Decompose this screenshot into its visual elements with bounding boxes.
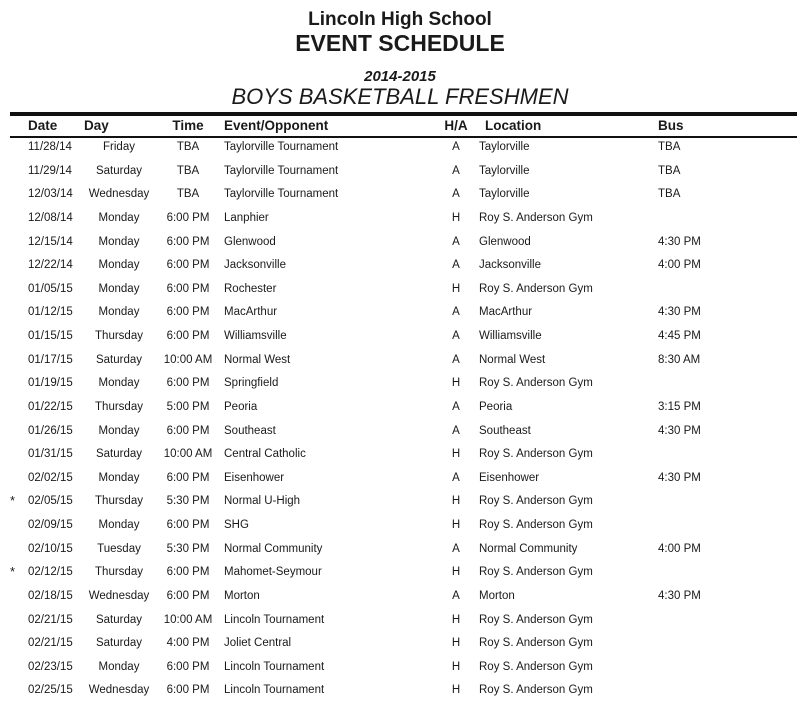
row-star-marker: * xyxy=(10,564,16,580)
cell-bus: TBA xyxy=(658,164,681,177)
cell-day: Thursday xyxy=(95,330,143,342)
school-name: Lincoln High School xyxy=(308,9,492,30)
cell-time: 6:00 PM xyxy=(166,684,210,697)
cell-date: 02/05/15 xyxy=(28,495,73,508)
cell-event-opponent: Taylorville Tournament xyxy=(224,164,339,177)
table-row xyxy=(0,539,800,563)
cell-bus: 4:45 PM xyxy=(658,330,701,342)
cell-bus xyxy=(650,445,800,469)
cell-day: Saturday xyxy=(95,613,143,626)
cell-bus: 4:30 PM xyxy=(658,235,701,248)
cell-date: 01/05/15 xyxy=(28,282,73,295)
cell-bus: 8:30 AM xyxy=(658,353,701,366)
cell-date: 01/19/15 xyxy=(28,377,73,390)
table-row xyxy=(0,327,800,351)
cell-home-away: A xyxy=(452,353,460,366)
cell-time: 6:00 PM xyxy=(166,259,210,272)
cell-event-opponent: Lincoln Tournament xyxy=(224,613,325,626)
cell-day: Monday xyxy=(98,282,140,295)
cell-time: 5:30 PM xyxy=(166,542,210,555)
cell-time: 5:30 PM xyxy=(166,495,210,508)
row-star-marker xyxy=(0,279,26,303)
table-row xyxy=(0,303,800,327)
cell-date: 02/09/15 xyxy=(28,519,73,531)
table-row xyxy=(0,610,800,634)
cell-event-opponent: Taylorville Tournament xyxy=(224,188,339,201)
cell-location: Roy S. Anderson Gym xyxy=(479,637,593,650)
table-row xyxy=(0,397,800,421)
cell-location: Roy S. Anderson Gym xyxy=(479,660,593,673)
cell-date: 12/03/14 xyxy=(28,188,73,201)
cell-day: Thursday xyxy=(95,566,143,579)
row-star-marker xyxy=(0,350,26,374)
cell-bus xyxy=(650,563,800,587)
cell-day: Monday xyxy=(98,211,140,224)
cell-home-away: H xyxy=(451,566,461,579)
table-row xyxy=(0,350,800,374)
table-row xyxy=(0,681,800,705)
cell-day: Monday xyxy=(98,306,140,319)
cell-location: MacArthur xyxy=(479,306,533,319)
table-row xyxy=(0,516,800,540)
cell-day: Monday xyxy=(98,377,140,390)
row-star-marker xyxy=(0,610,26,634)
cell-home-away: A xyxy=(452,188,460,201)
cell-event-opponent: Springfield xyxy=(224,377,279,390)
cell-location: Williamsville xyxy=(479,330,542,342)
table-row xyxy=(0,586,800,610)
row-star-marker xyxy=(0,327,26,351)
cell-home-away: A xyxy=(452,306,460,319)
cell-date: 12/08/14 xyxy=(28,211,73,224)
cell-home-away: H xyxy=(451,282,461,295)
cell-time: TBA xyxy=(176,141,200,153)
cell-event-opponent: Normal West xyxy=(224,353,291,366)
cell-bus: 4:30 PM xyxy=(658,589,701,602)
cell-date: 11/29/14 xyxy=(28,164,72,177)
cell-location: Southeast xyxy=(479,424,531,437)
cell-home-away: H xyxy=(451,660,461,673)
cell-date: 01/22/15 xyxy=(28,400,73,413)
cell-time: 6:00 PM xyxy=(166,211,210,224)
table-row xyxy=(0,208,800,232)
cell-location: Normal Community xyxy=(479,542,578,555)
cell-bus: 3:15 PM xyxy=(658,400,701,413)
table-row xyxy=(0,445,800,469)
cell-time: 6:00 PM xyxy=(166,589,210,602)
cell-home-away: A xyxy=(452,141,460,153)
cell-location: Normal West xyxy=(479,353,546,366)
cell-time: 6:00 PM xyxy=(166,424,210,437)
column-header-day: Day xyxy=(84,118,109,133)
cell-day: Friday xyxy=(103,141,135,153)
cell-home-away: A xyxy=(452,400,460,413)
row-star-marker xyxy=(0,539,26,563)
column-header-home-away: H/A xyxy=(444,118,468,133)
document-header xyxy=(0,0,800,109)
table-row xyxy=(0,232,800,256)
row-star-marker xyxy=(0,445,26,469)
column-header-location: Location xyxy=(485,118,542,133)
cell-bus: TBA xyxy=(658,141,681,153)
cell-event-opponent: Normal U-High xyxy=(224,495,301,508)
cell-home-away: H xyxy=(451,495,461,508)
cell-date: 12/22/14 xyxy=(28,259,73,272)
row-star-marker xyxy=(0,421,26,445)
cell-home-away: A xyxy=(452,235,460,248)
table-row xyxy=(0,492,800,516)
cell-bus: 4:30 PM xyxy=(658,424,701,437)
cell-day: Tuesday xyxy=(97,542,141,555)
cell-day: Saturday xyxy=(95,353,143,366)
cell-event-opponent: Jacksonville xyxy=(224,259,286,272)
cell-home-away: A xyxy=(452,330,460,342)
cell-location: Taylorville xyxy=(479,141,530,153)
cell-home-away: A xyxy=(452,259,460,272)
cell-event-opponent: Normal Community xyxy=(224,542,323,555)
cell-date: 02/18/15 xyxy=(28,589,73,602)
page-title: EVENT SCHEDULE xyxy=(295,30,505,56)
cell-bus xyxy=(650,208,800,232)
cell-day: Monday xyxy=(98,424,140,437)
row-star-marker xyxy=(0,681,26,705)
cell-time: 6:00 PM xyxy=(166,330,210,342)
cell-event-opponent: Rochester xyxy=(224,282,277,295)
cell-time: 6:00 PM xyxy=(166,235,210,248)
table-row xyxy=(0,279,800,303)
cell-home-away: A xyxy=(452,471,460,484)
cell-home-away: H xyxy=(451,613,461,626)
cell-date: 01/26/15 xyxy=(28,424,73,437)
cell-event-opponent: Central Catholic xyxy=(224,448,306,461)
schedule-table-body xyxy=(0,138,800,705)
cell-event-opponent: SHG xyxy=(224,519,249,531)
table-row xyxy=(0,374,800,398)
row-star-marker: * xyxy=(10,493,16,509)
row-star-marker xyxy=(0,586,26,610)
cell-location: Peoria xyxy=(479,400,513,413)
cell-home-away: H xyxy=(451,448,461,461)
cell-bus xyxy=(650,374,800,398)
cell-bus: 4:30 PM xyxy=(658,306,701,319)
cell-time: 10:00 AM xyxy=(163,448,213,461)
cell-location: Taylorville xyxy=(479,164,530,177)
row-star-marker xyxy=(0,657,26,681)
cell-time: 6:00 PM xyxy=(166,282,210,295)
season-label: 2014-2015 xyxy=(364,68,436,85)
cell-day: Monday xyxy=(98,660,140,673)
table-row xyxy=(0,185,800,209)
cell-event-opponent: Eisenhower xyxy=(224,471,285,484)
cell-location: Roy S. Anderson Gym xyxy=(479,519,593,531)
row-star-marker xyxy=(0,232,26,256)
cell-location: Roy S. Anderson Gym xyxy=(479,495,593,508)
cell-event-opponent: Mahomet-Seymour xyxy=(224,566,322,579)
cell-home-away: H xyxy=(451,211,461,224)
cell-event-opponent: Lanphier xyxy=(224,211,269,224)
cell-home-away: H xyxy=(451,377,461,390)
cell-day: Wednesday xyxy=(88,589,150,602)
cell-bus xyxy=(650,634,800,658)
cell-bus: TBA xyxy=(658,188,681,201)
row-star-marker xyxy=(0,468,26,492)
cell-date: 01/12/15 xyxy=(28,306,73,319)
column-header-bus: Bus xyxy=(658,118,684,133)
cell-time: 6:00 PM xyxy=(166,566,210,579)
cell-day: Saturday xyxy=(95,637,143,650)
cell-location: Eisenhower xyxy=(479,471,540,484)
cell-event-opponent: Morton xyxy=(224,589,260,602)
row-star-marker xyxy=(0,208,26,232)
row-star-marker xyxy=(0,303,26,327)
row-star-marker xyxy=(0,161,26,185)
cell-bus: 4:00 PM xyxy=(658,259,701,272)
cell-home-away: H xyxy=(451,519,461,531)
cell-event-opponent: Peoria xyxy=(224,400,258,413)
row-star-marker xyxy=(0,634,26,658)
cell-time: 10:00 AM xyxy=(163,353,213,366)
cell-home-away: A xyxy=(452,424,460,437)
cell-bus xyxy=(650,516,800,540)
table-row xyxy=(0,161,800,185)
cell-day: Monday xyxy=(98,259,140,272)
cell-day: Wednesday xyxy=(88,188,150,201)
cell-time: TBA xyxy=(176,164,200,177)
cell-bus: 4:30 PM xyxy=(658,471,701,484)
team-label: BOYS BASKETBALL FRESHMEN xyxy=(231,84,569,109)
table-row xyxy=(0,657,800,681)
cell-day: Saturday xyxy=(95,448,143,461)
cell-time: 4:00 PM xyxy=(166,637,210,650)
cell-location: Roy S. Anderson Gym xyxy=(479,282,593,295)
row-star-marker xyxy=(0,138,26,162)
cell-time: 6:00 PM xyxy=(166,519,210,531)
cell-location: Taylorville xyxy=(479,188,530,201)
cell-day: Monday xyxy=(98,235,140,248)
cell-time: 6:00 PM xyxy=(166,306,210,319)
column-header-time: Time xyxy=(172,118,204,133)
cell-time: 6:00 PM xyxy=(166,377,210,390)
table-row xyxy=(0,138,800,162)
column-header-date: Date xyxy=(28,118,58,133)
cell-location: Roy S. Anderson Gym xyxy=(479,211,593,224)
cell-day: Saturday xyxy=(95,164,143,177)
cell-event-opponent: Williamsville xyxy=(224,330,287,342)
cell-event-opponent: Taylorville Tournament xyxy=(224,141,339,153)
cell-bus xyxy=(650,657,800,681)
row-star-marker xyxy=(0,374,26,398)
row-star-marker xyxy=(0,516,26,540)
cell-day: Monday xyxy=(98,471,140,484)
cell-bus xyxy=(650,492,800,516)
cell-date: 02/10/15 xyxy=(28,542,73,555)
row-star-marker xyxy=(0,185,26,209)
cell-date: 12/15/14 xyxy=(28,235,73,248)
cell-time: 5:00 PM xyxy=(166,400,210,413)
cell-date: 02/25/15 xyxy=(28,684,73,697)
cell-bus xyxy=(650,279,800,303)
cell-date: 02/21/15 xyxy=(28,613,73,626)
cell-event-opponent: Lincoln Tournament xyxy=(224,684,325,697)
cell-event-opponent: MacArthur xyxy=(224,306,278,319)
cell-location: Roy S. Anderson Gym xyxy=(479,613,593,626)
cell-day: Thursday xyxy=(95,495,143,508)
table-row xyxy=(0,563,800,587)
cell-event-opponent: Southeast xyxy=(224,424,276,437)
cell-home-away: H xyxy=(451,637,461,650)
cell-day: Monday xyxy=(98,519,140,531)
cell-date: 01/17/15 xyxy=(28,353,73,366)
table-header-row xyxy=(0,116,800,136)
cell-date: 02/12/15 xyxy=(28,566,73,579)
cell-time: 6:00 PM xyxy=(166,471,210,484)
cell-date: 01/15/15 xyxy=(28,330,73,342)
column-header-event-opponent: Event/Opponent xyxy=(224,118,329,133)
cell-time: 10:00 AM xyxy=(163,613,213,626)
cell-day: Wednesday xyxy=(88,684,150,697)
cell-bus xyxy=(650,610,800,634)
cell-bus: 4:00 PM xyxy=(658,542,701,555)
cell-home-away: H xyxy=(451,684,461,697)
cell-event-opponent: Glenwood xyxy=(224,235,276,248)
table-row xyxy=(0,256,800,280)
cell-location: Roy S. Anderson Gym xyxy=(479,377,593,390)
cell-location: Roy S. Anderson Gym xyxy=(479,684,593,697)
cell-date: 11/28/14 xyxy=(28,141,72,153)
cell-event-opponent: Joliet Central xyxy=(224,637,292,650)
cell-bus xyxy=(650,681,800,705)
cell-day: Thursday xyxy=(95,400,143,413)
cell-location: Roy S. Anderson Gym xyxy=(479,448,593,461)
cell-date: 02/21/15 xyxy=(28,637,73,650)
cell-event-opponent: Lincoln Tournament xyxy=(224,660,325,673)
cell-location: Roy S. Anderson Gym xyxy=(479,566,593,579)
cell-time: 6:00 PM xyxy=(166,660,210,673)
cell-home-away: A xyxy=(452,164,460,177)
cell-home-away: A xyxy=(452,542,460,555)
cell-location: Jacksonville xyxy=(479,259,541,272)
cell-location: Glenwood xyxy=(479,235,531,248)
cell-time: TBA xyxy=(176,188,200,201)
cell-location: Morton xyxy=(479,589,515,602)
row-star-marker xyxy=(0,256,26,280)
cell-home-away: A xyxy=(452,589,460,602)
table-row xyxy=(0,468,800,492)
table-row xyxy=(0,634,800,658)
cell-date: 02/02/15 xyxy=(28,471,73,484)
row-star-marker xyxy=(0,397,26,421)
table-row xyxy=(0,421,800,445)
cell-date: 02/23/15 xyxy=(28,660,73,673)
cell-date: 01/31/15 xyxy=(28,448,73,461)
